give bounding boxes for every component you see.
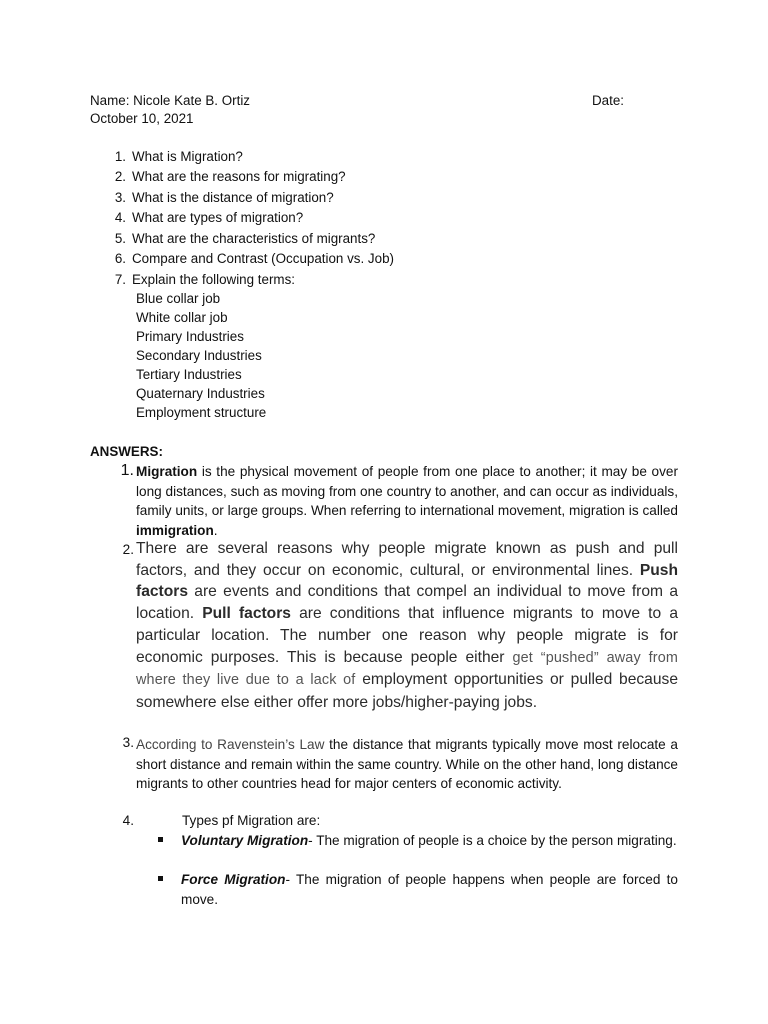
answer-number: 3. (122, 735, 134, 750)
answer-2-gray-text: get “pushed” away from where they live due to a lack of (136, 649, 678, 689)
term-item: Secondary Industries (136, 348, 262, 363)
question-number: 2. (114, 169, 126, 184)
answer-text (136, 538, 678, 714)
answers-heading: ANSWERS: (90, 444, 163, 459)
question-number: 1. (114, 149, 126, 164)
term-item: Primary Industries (136, 329, 244, 344)
question-number: 5. (114, 231, 126, 246)
answer-number: 4. (122, 813, 134, 828)
answer-text (136, 735, 678, 794)
term-item: Employment structure (136, 405, 267, 420)
bullet-description: - The migration of people is a choice by the person migrating. (308, 833, 677, 848)
question-number: 4. (114, 210, 126, 225)
question-text: What is Migration? (132, 149, 243, 164)
answer-number: 1. (120, 462, 134, 479)
question-text: What is the distance of migration? (132, 190, 334, 205)
term-migration: Migration (136, 464, 198, 479)
term-voluntary-migration: Voluntary Migration (181, 833, 309, 848)
question-text: What are types of migration? (132, 210, 304, 225)
answer-1-text: is the physical movement of people from one place to another; it may be over long distances, such as moving from one country to another, and can occur as individuals, family units, or large groups. When referring to international movement, migration is called (136, 464, 678, 518)
answer-text (136, 462, 678, 540)
question-number: 3. (114, 190, 126, 205)
bullet-icon (158, 876, 163, 881)
question-text: Compare and Contrast (Occupation vs. Job) (132, 251, 394, 266)
term-pull-factors: Pull factors (202, 605, 291, 623)
question-text: What are the characteristics of migrants? (132, 231, 376, 246)
answer-2-text-4: employment opportunities or pulled because somewhere else either offer more jobs/higher-paying jobs. (136, 671, 678, 711)
term-item: White collar job (136, 310, 228, 325)
term-force-migration: Force Migration (181, 872, 286, 887)
question-number: 7. (114, 272, 126, 287)
term-push-factors: Push factors (136, 561, 678, 601)
answer-number: 2. (122, 542, 134, 557)
bullet-text (181, 870, 678, 909)
question-text: What are the reasons for migrating? (132, 169, 346, 184)
answer-1-end: . (213, 522, 218, 538)
term-item: Blue collar job (136, 291, 221, 306)
answer-2-text-2: are events and conditions that compel an individual to move from a location. (136, 583, 678, 623)
term-item: Quaternary Industries (136, 386, 265, 401)
answer-4-heading: Types pf Migration are: (182, 813, 321, 828)
term-item: Tertiary Industries (136, 367, 242, 382)
question-number: 6. (114, 251, 126, 266)
date-value: October 10, 2021 (90, 111, 194, 126)
term-immigration: immigration (136, 522, 214, 538)
bullet-icon (158, 837, 163, 842)
date-label: Date: (592, 93, 625, 108)
answer-2-text-3: are conditions that influence migrants to move to a particular location. The number one reason why people migrate is for economic purposes. This is because people either (136, 605, 678, 666)
bullet-text (181, 831, 678, 851)
answer-2-text-1: There are several reasons why people migrate known as push and pull factors, and they occur on economic, cultural, or environmental lines. (136, 540, 678, 579)
answer-3-gray-text: According to Ravenstein’s Law (136, 737, 325, 752)
name-line: Name: Nicole Kate B. Ortiz (90, 93, 250, 108)
answer-3-text: the distance that migrants typically move most relocate a short distance and remain within the same country. While on the other hand, long distance migrants to other countries head for major centers of economic activity. (136, 737, 678, 791)
question-text: Explain the following terms: (132, 272, 295, 287)
bullet-description: - The migration of people happens when people are forced to move. (181, 872, 678, 907)
